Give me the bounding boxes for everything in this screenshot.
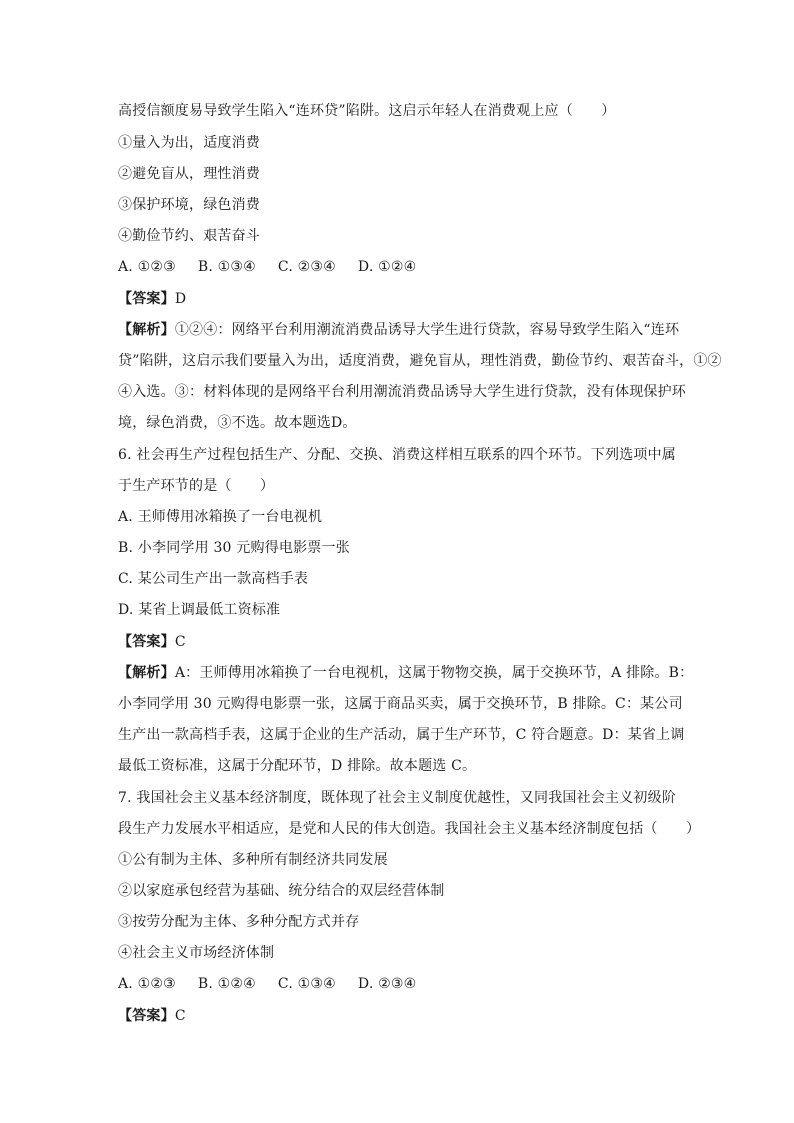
q7-option-a: A. ①②③ <box>118 976 176 992</box>
q7-item-4: ④社会主义市场经济体制 <box>118 945 275 961</box>
q5-answer <box>118 289 678 309</box>
q5-analysis-line-3: ④入选。③：材料体现的是网络平台利用潮流消费品诱导大学生进行贷款，没有体现保护环 <box>118 384 686 400</box>
q7-item-1: ①公有制为主体、多种所有制经济共同发展 <box>118 852 388 868</box>
q5-options <box>118 257 678 277</box>
q5-stem: 高授信额度易导致学生陷入“连环贷”陷阱。这启示年轻人在消费观上应（ ） <box>118 103 616 119</box>
q6-analysis-line-2: 小李同学用 30 元购得电影票一张，这属于商品买卖，属于交换环节，B 排除。C：某公司 <box>118 696 683 712</box>
q6-analysis-label: 【解析】 <box>118 665 175 681</box>
q7-answer-value: C <box>174 1008 186 1024</box>
q5-analysis-label: 【解析】 <box>118 322 175 338</box>
q6-option-a: A. 王师傅用冰箱换了一台电视机 <box>118 509 323 525</box>
q5-analysis-line-4: 境，绿色消费，③不选。故本题选D。 <box>118 415 357 431</box>
q7-stem-line-1: 7. 我国社会主义基本经济制度，既体现了社会主义制度优越性，又同我国社会主义初级阶 <box>118 790 677 806</box>
q6-answer-label: 【答案】 <box>118 634 175 650</box>
q6-answer <box>118 632 678 652</box>
q6-answer-value: C <box>174 634 186 650</box>
q5-analysis-line-2: 贷”陷阱，这启示我们要量入为出，适度消费，避免盲从，理性消费，勤俭节约、艰苦奋斗，①② <box>118 353 722 369</box>
q5-analysis-line-1: 【解析】①②④：网络平台利用潮流消费品诱导大学生进行贷款，容易导致学生陷入“连环 <box>118 322 680 338</box>
q6-stem-line-2: 于生产环节的是（ ） <box>118 478 275 494</box>
q5-item-1: ①量入为出，适度消费 <box>118 135 260 151</box>
q6-option-b: B. 小李同学用 30 元购得电影票一张 <box>118 540 350 556</box>
q7-options <box>118 974 678 994</box>
q6-option-d: D. 某省上调最低工资标准 <box>118 602 281 618</box>
q7-option-d: D. ②③④ <box>357 976 417 992</box>
q5-option-d: D. ①②④ <box>357 259 417 275</box>
q7-option-b: B. ①②④ <box>197 976 256 992</box>
q7-item-3: ③按劳分配为主体、多种分配方式并存 <box>118 914 360 930</box>
q7-item-2: ②以家庭承包经营为基础、统分结合的双层经营体制 <box>118 883 445 899</box>
q7-answer <box>118 1006 678 1026</box>
q5-answer-label: 【答案】 <box>118 291 175 307</box>
q6-option-c: C. 某公司生产出一款高档手表 <box>118 571 309 587</box>
q6-analysis-line-1: 【解析】A：王师傅用冰箱换了一台电视机，这属于物物交换，属于交换环节，A 排除。B： <box>118 665 694 681</box>
q5-option-c: C. ②③④ <box>277 259 336 275</box>
q6-stem-line-1: 6. 社会再生产过程包括生产、分配、交换、消费这样相互联系的四个环节。下列选项中属 <box>118 447 677 463</box>
q6-analysis-line-3: 生产出一款高档手表，这属于企业的生产活动，属于生产环节，C 符合题意。D：某省上调 <box>118 727 685 743</box>
q5-answer-value: D <box>174 291 187 307</box>
q5-item-3: ③保护环境，绿色消费 <box>118 197 260 213</box>
q5-option-a: A. ①②③ <box>118 259 176 275</box>
q7-answer-label: 【答案】 <box>118 1008 175 1024</box>
q5-item-4: ④勤俭节约、艰苦奋斗 <box>118 228 260 244</box>
q7-stem-line-2: 段生产力发展水平相适应，是党和人民的伟大创造。我国社会主义基本经济制度包括（ ） <box>118 821 701 837</box>
q6-analysis-line-4: 最低工资标准，这属于分配环节，D 排除。故本题选 C。 <box>118 758 477 774</box>
q5-item-2: ②避免盲从，理性消费 <box>118 166 260 182</box>
q7-option-c: C. ①③④ <box>277 976 336 992</box>
q5-option-b: B. ①③④ <box>197 259 256 275</box>
